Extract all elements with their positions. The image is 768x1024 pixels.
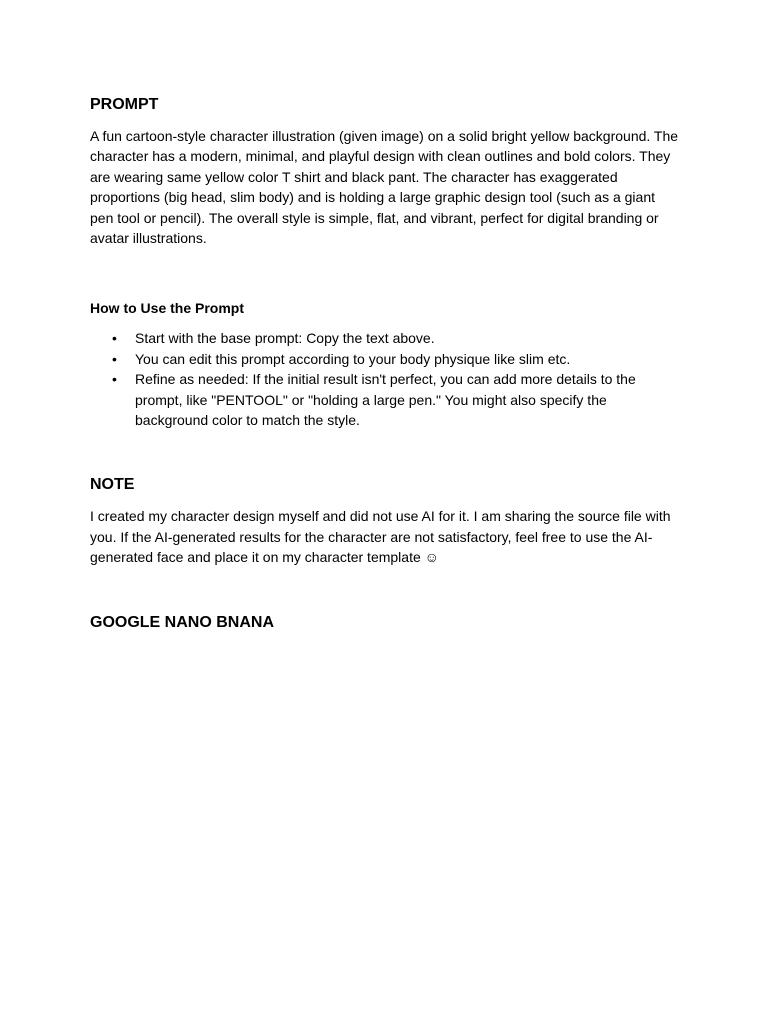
document-page bbox=[90, 94, 682, 634]
list-item-text: Refine as needed: If the initial result isn't perfect, you can add more details to the prompt, like "PENTOOL" or "holding a large pen." You might also specify the background color to match the style. bbox=[135, 371, 636, 429]
note-paragraph: I created my character design myself and did not use AI for it. I am sharing the source file with you. If the AI-generated results for the character are not satisfactory, feel free to use the AI-generated face and place it on my character template ☺ bbox=[90, 508, 671, 566]
list-item-text: You can edit this prompt according to your body physique like slim etc. bbox=[135, 350, 571, 367]
list-item-text: Start with the base prompt: Copy the text above. bbox=[135, 330, 435, 347]
note-heading: NOTE bbox=[90, 476, 135, 494]
list-item bbox=[90, 328, 682, 348]
google-nano-heading: GOOGLE NANO BNANA bbox=[90, 613, 274, 631]
prompt-paragraph: A fun cartoon-style character illustration (given image) on a solid bright yellow background. The character has a modern, minimal, and playful design with clean outlines and bold colors. They are wearing same yellow color T shirt and black pant. The character has exaggerated proportions (big head, slim body) and is holding a large graphic design tool (such as a giant pen tool or pencil). The overall style is simple, flat, and vibrant, perfect for digital branding or avatar illustrations. bbox=[90, 128, 679, 247]
list-item bbox=[90, 349, 682, 369]
how-to-use-list bbox=[90, 328, 682, 430]
prompt-heading: PROMPT bbox=[90, 96, 159, 113]
bullet-icon: • bbox=[112, 350, 117, 367]
bullet-icon: • bbox=[112, 371, 117, 388]
bullet-icon: • bbox=[112, 330, 117, 347]
list-item bbox=[90, 369, 682, 430]
how-to-use-heading: How to Use the Prompt bbox=[90, 300, 245, 317]
